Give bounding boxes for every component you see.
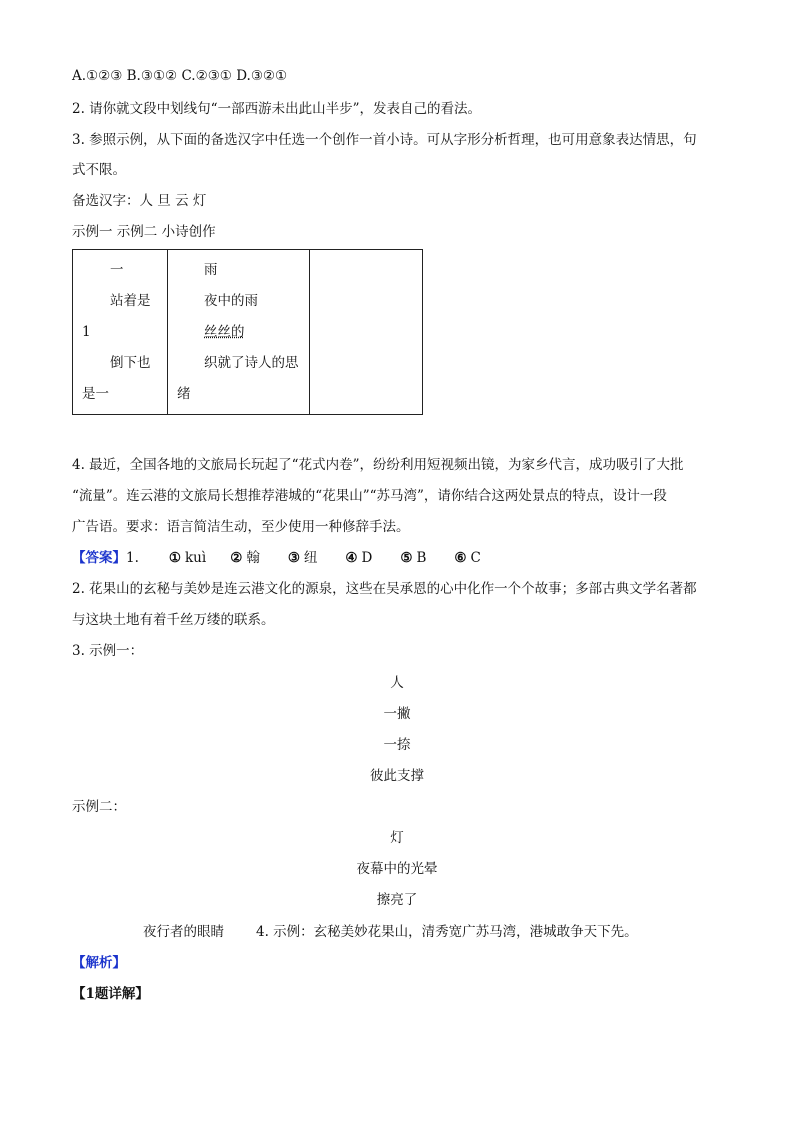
answer-item-marker: ③ (287, 550, 300, 566)
poem-2-line: 擦亮了 (376, 892, 418, 908)
answer-2-line-1: 2. 花果山的玄秘与美妙是连云港文化的源泉，这些在吴承恩的心中化作一个个故事；多部古典文学名著都 (72, 581, 697, 597)
answer-item-text: C (470, 550, 481, 566)
answer-item-text: B (416, 550, 427, 566)
answer-item-marker: ② (230, 550, 243, 566)
table-line: 绪 (177, 386, 191, 402)
table-line: 倒下也 (110, 355, 151, 371)
poem-1-line: 一捺 (383, 737, 411, 753)
question-2: 2. 请你就文段中划线句“一部西游未出此山半步”，发表自己的看法。 (72, 101, 481, 117)
candidate-characters: 备选汉字：人 旦 云 灯 (72, 193, 207, 209)
q1-options: A.①②③ B.③①② C.②③① D.③②① (72, 68, 288, 84)
table-line: 1 (82, 324, 91, 340)
answer-item-marker: ⑤ (400, 550, 413, 566)
analysis-label: 【解析】 (72, 955, 126, 971)
poem-1-line: 彼此支撑 (370, 768, 424, 784)
answer-row (72, 548, 481, 568)
question-4-line-2: “流量”。连云港的文旅局长想推荐港城的“花果山”“苏马湾”，请你结合这两处景点的特点，设计一段 (72, 488, 667, 504)
question-4-line-3: 广告语。要求：语言简洁生动，至少使用一种修辞手法。 (72, 519, 410, 535)
answer-item-text: 翰 (246, 550, 260, 566)
table-line: 织就了诗人的思 (204, 355, 299, 371)
table-cell-poem-creation (310, 250, 423, 415)
answer-4: 4. 示例：玄秘美妙花果山，清秀宽广苏马湾，港城敢争天下先。 (256, 924, 638, 940)
answer-2-line-2: 与这块土地有着千丝万缕的联系。 (72, 612, 275, 628)
table-line: 是一 (82, 386, 109, 402)
example-2-label: 示例二： (72, 799, 126, 815)
table-line: 雨 (204, 262, 218, 278)
answer-item-marker: ④ (345, 550, 358, 566)
question-3-line-2: 式不限。 (72, 162, 126, 178)
table-line: 一 (110, 262, 124, 278)
poem-1-line: 人 (390, 675, 404, 691)
detail-label: 【1题详解】 (72, 986, 149, 1002)
poem-2-last-line: 夜行者的眼睛 (143, 924, 224, 940)
answer-item-marker: ⑥ (454, 550, 467, 566)
question-3-line-1: 3. 参照示例，从下面的备选汉字中任选一个创作一首小诗。可从字形分析哲理，也可用意象表达情思，句 (72, 132, 697, 148)
answer-item-text: kuì (185, 550, 207, 566)
table-line: 丝丝的 (204, 324, 245, 340)
table-line: 夜中的雨 (204, 293, 258, 309)
answer-item-text: D (361, 550, 373, 566)
table-header: 示例一 示例二 小诗创作 (72, 224, 216, 240)
answer-label: 【答案】 (72, 550, 126, 566)
answer-item-num: 1. (126, 550, 139, 566)
poem-2-line: 灯 (390, 830, 404, 846)
question-4-line-1: 4. 最近，全国各地的文旅局长玩起了“花式内卷”，纷纷利用短视频出镜，为家乡代言，成功吸引了大批 (72, 457, 684, 473)
answer-item-marker: ① (168, 550, 181, 566)
table-line: 站着是 (110, 293, 151, 309)
poem-table (72, 249, 423, 415)
table-cell-example-1 (73, 250, 168, 415)
poem-2-line: 夜幕中的光晕 (356, 861, 438, 877)
table-cell-example-2 (168, 250, 310, 415)
answer-item-text: 纽 (303, 550, 318, 566)
answer-3-label: 3. 示例一： (72, 643, 144, 659)
poem-1-line: 一撇 (383, 706, 411, 722)
